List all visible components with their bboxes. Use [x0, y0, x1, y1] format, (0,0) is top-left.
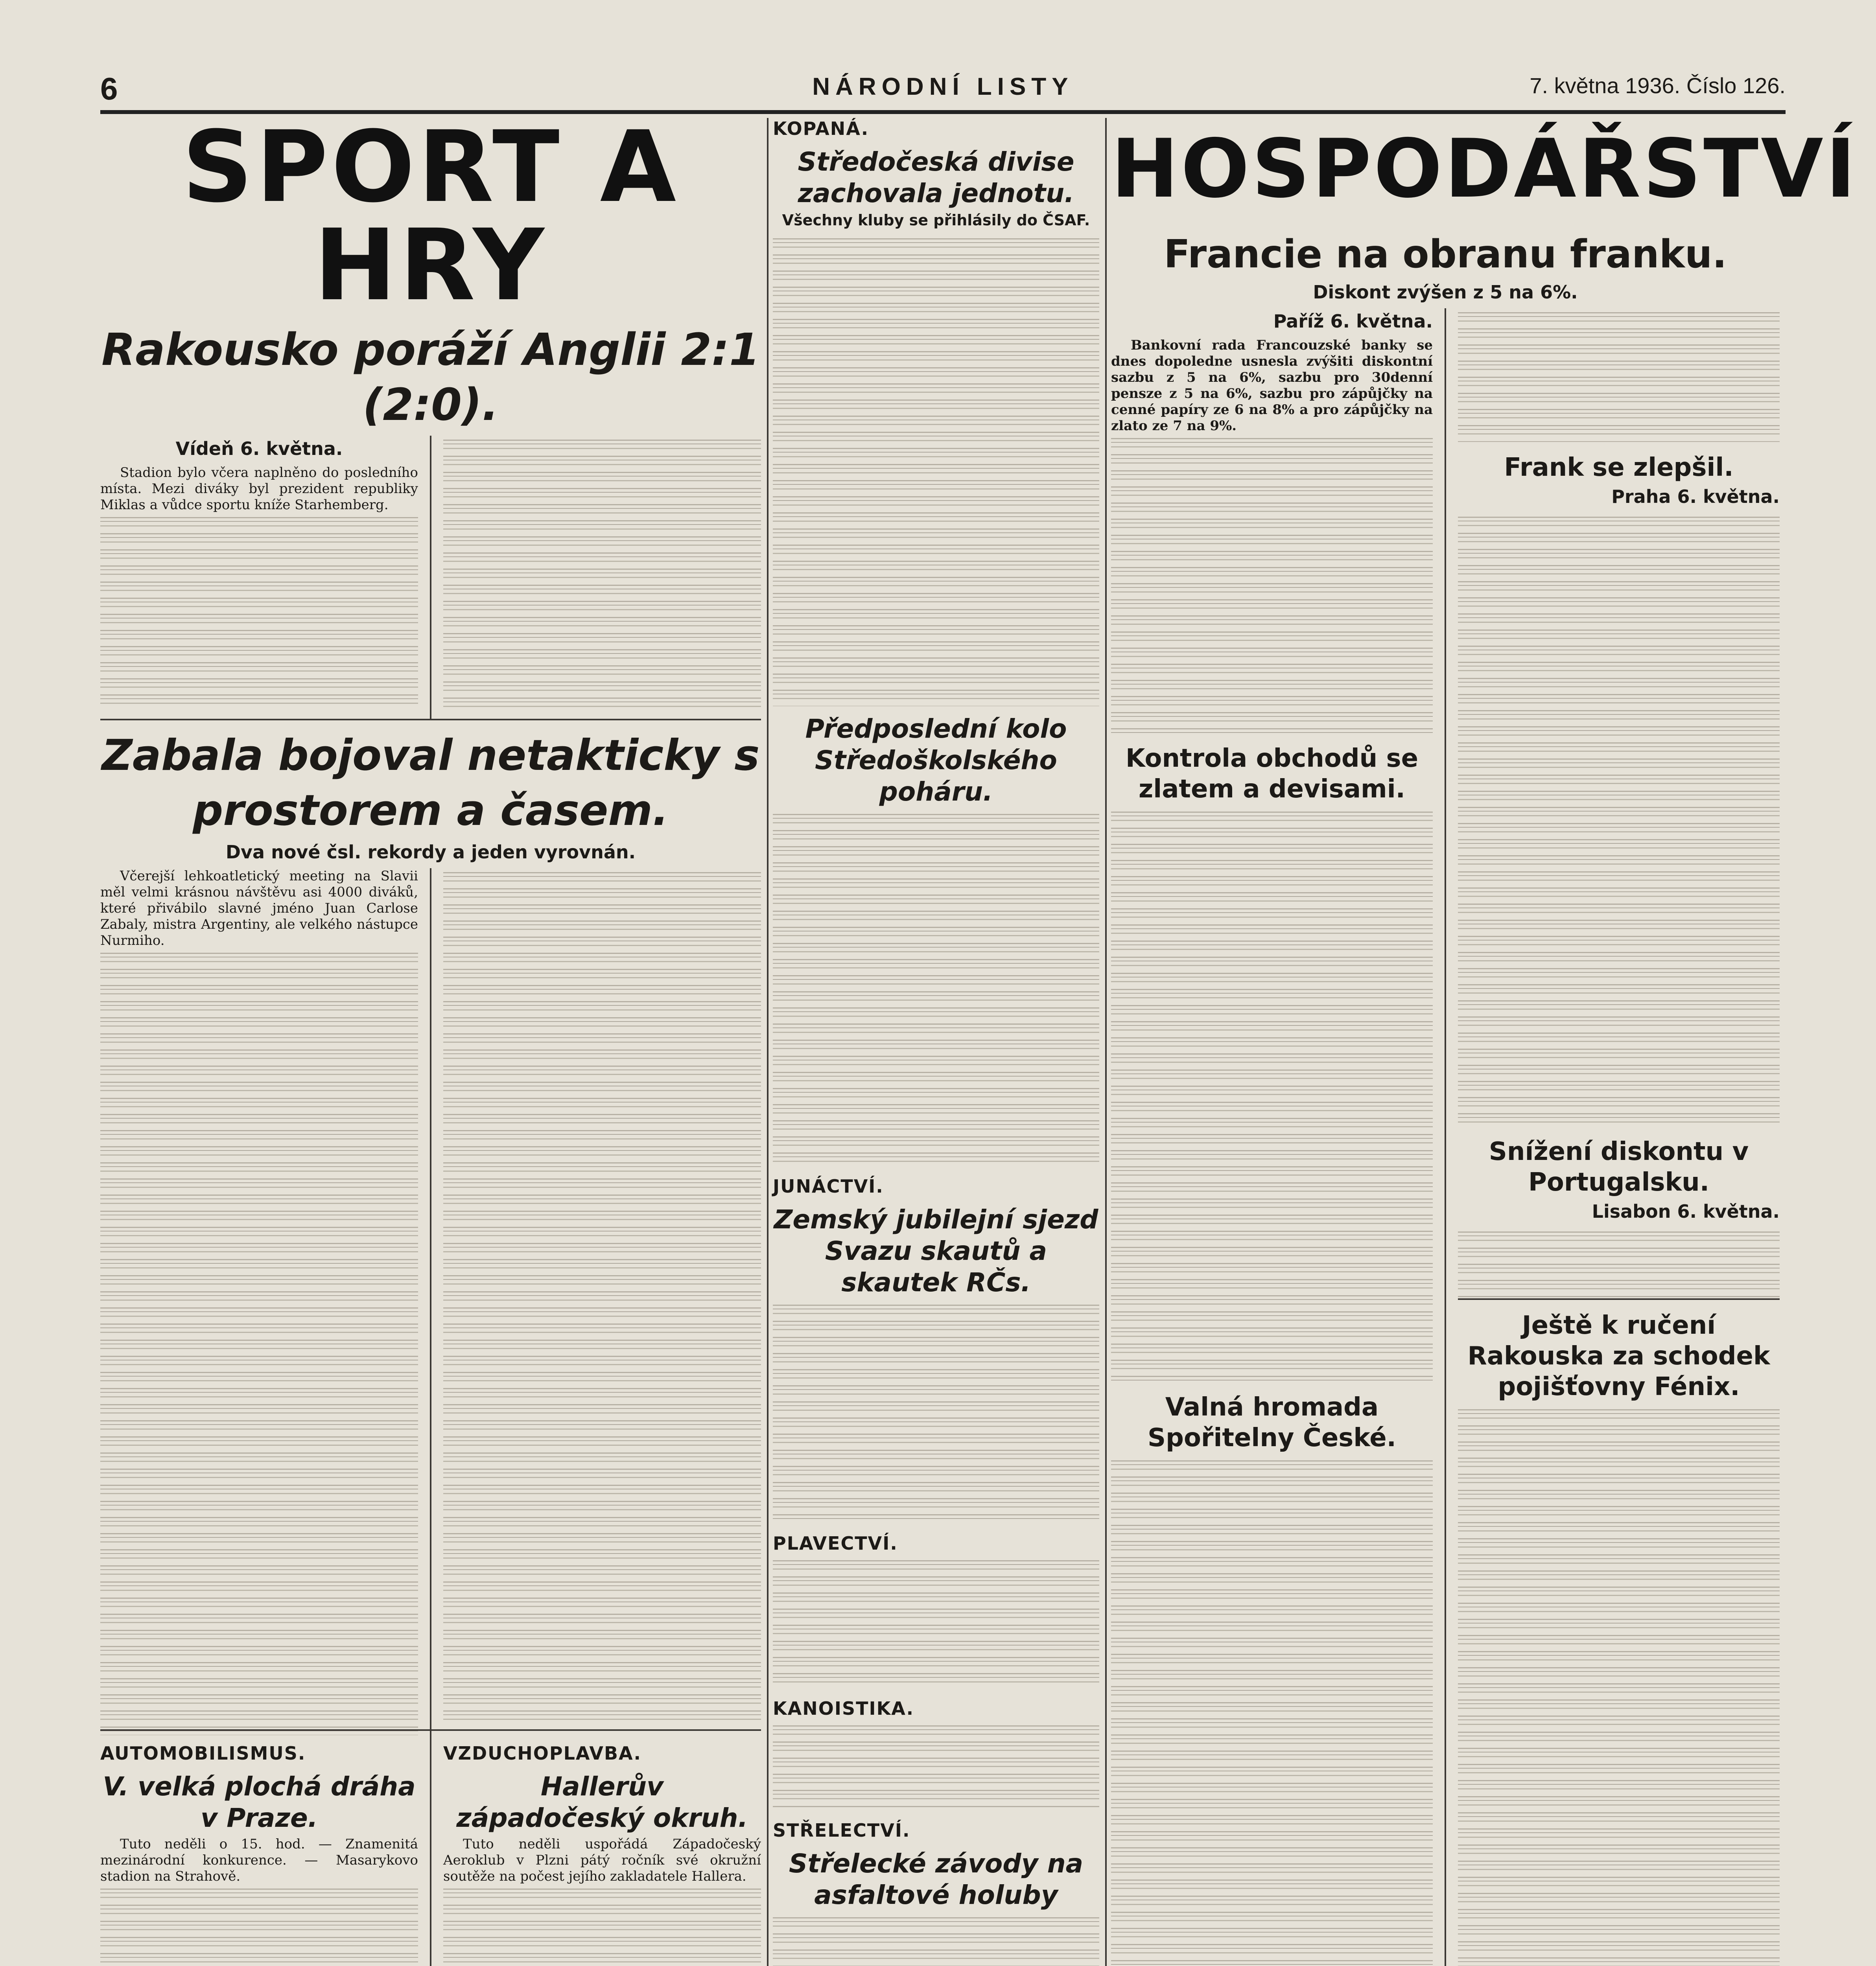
- column-divider: [767, 118, 768, 1966]
- article-text: [1458, 308, 1780, 442]
- date-issue: 7. května 1936. Číslo 126.: [1530, 73, 1786, 98]
- article-text: [100, 949, 418, 1735]
- article-text: [443, 436, 761, 711]
- article-title: Rakousko poráží Anglii 2:1 (2:0).: [101, 324, 760, 431]
- article-title: Snížení diskontu v Portugalsku.: [1489, 1137, 1749, 1197]
- article-subtitle: Diskont zvýšen z 5 na 6%.: [1313, 282, 1578, 303]
- article-title: Valná hromada Spořitelny České.: [1148, 1393, 1396, 1452]
- article-title: Zemský jubilejní sjezd Svazu skautů a skautek RČs.: [774, 1204, 1098, 1298]
- column-divider: [1105, 118, 1107, 1966]
- article-text: [773, 1301, 1099, 1521]
- article-text: [1111, 434, 1433, 733]
- article-title: Středočeská divise zachovala jednotu.: [798, 147, 1074, 208]
- article-text: [773, 1556, 1099, 1686]
- page-number: 6: [100, 71, 118, 106]
- article-text: [773, 234, 1099, 706]
- dateline: Praha 6. května.: [1611, 486, 1780, 507]
- article-title: Francie na obranu franku.: [1164, 232, 1727, 277]
- article-title: Střelecké závody na asfaltové holuby: [789, 1848, 1084, 1910]
- article-text: [773, 1913, 1099, 1966]
- article-text: [773, 810, 1099, 1164]
- article-text: [1111, 808, 1433, 1382]
- article-text: [1458, 1228, 1780, 1298]
- article-lead: Tuto neděli uspořádá Západočeský Aeroklub v Plzni pátý ročník své okružní soutěže na počest jejího zakladatele Hallera.: [443, 1836, 761, 1884]
- article-text: [100, 1885, 418, 1966]
- section-label: VZDUCHOPLAVBA.: [443, 1743, 641, 1764]
- article-text: [1111, 1456, 1433, 1966]
- middle-column: [773, 118, 1099, 1966]
- section-label: JUNÁCTVÍ.: [773, 1176, 884, 1197]
- article-title: Předposlední kolo Středoškolského poháru.: [805, 714, 1067, 807]
- section-label: KANOISTIKA.: [773, 1698, 914, 1719]
- sport-banner: SPORT A HRY: [182, 110, 680, 322]
- article-text: [100, 513, 418, 710]
- article-title: V. velká plochá dráha v Praze.: [103, 1771, 416, 1833]
- article-lead: Tuto neděli o 15. hod. — Znamenitá mezinárodní konkurence. — Masarykovo stadion na Strahově.: [100, 1836, 418, 1884]
- dateline: Lisabon 6. května.: [1592, 1201, 1780, 1222]
- article-text: [773, 1721, 1099, 1808]
- dateline: Vídeň 6. května.: [175, 438, 343, 459]
- dateline: Paříž 6. května.: [1273, 311, 1433, 332]
- page-header: [100, 67, 1786, 114]
- section-label: STŘELECTVÍ.: [773, 1820, 910, 1841]
- article-text: [1458, 513, 1780, 1126]
- economy-section: [1111, 118, 1858, 1966]
- article-text: [443, 868, 761, 1721]
- article-text: [443, 1885, 761, 1966]
- economy-banner: HOSPODÁŘSTVÍ: [1111, 122, 1858, 216]
- section-label: PLAVECTVÍ.: [773, 1533, 898, 1554]
- masthead: NÁRODNÍ LISTY: [812, 73, 1074, 100]
- section-label: KOPANÁ.: [773, 118, 869, 139]
- article-subtitle: Všechny kluby se přihlásily do ČSAF.: [782, 212, 1090, 229]
- article-lead: Včerejší lehkoatletický meeting na Slavii měl velmi krásnou návštěvu asi 4000 diváků, které přivábilo slavné jméno Juan Carlose Zabaly, mistra Argentiny, ale velkého nástupce Nurmiho.: [100, 868, 418, 948]
- article-title: Frank se zlepšil.: [1504, 453, 1734, 482]
- sport-section: [100, 110, 761, 1966]
- article-subtitle: Dva nové čsl. rekordy a jeden vyrovnán.: [225, 841, 636, 863]
- article-title: Zabala bojoval netakticky s prostorem a časem.: [101, 731, 760, 835]
- article-title: Kontrola obchodů se zlatem a devisami.: [1126, 744, 1418, 804]
- section-rule: [1458, 1298, 1780, 1300]
- article-lead: Stadion bylo včera naplněno do posledního místa. Mezi diváky byl prezident republiky Miklas a vůdce sportu kníže Starhemberg.: [100, 465, 418, 513]
- section-label: AUTOMOBILISMUS.: [100, 1743, 306, 1764]
- article-lead: Bankovní rada Francouzské banky se dnes dopoledne usnesla zvýšiti diskontní sazbu z 5 na 6%, sazbu pro 30denní pensze z 5 na 6%, sazbu pro zápůjčky na cenné papíry ze 6 na 8% a pro zápůjčky na zlato ze 7 na 9%.: [1111, 337, 1433, 434]
- article-title: Hallerův západočeský okruh.: [456, 1771, 748, 1833]
- article-text: [1458, 1405, 1780, 1966]
- section-rule: [100, 1729, 761, 1731]
- section-rule: [100, 719, 761, 720]
- article-title: Ještě k ručení Rakouska za schodek pojišťovny Fénix.: [1467, 1311, 1770, 1401]
